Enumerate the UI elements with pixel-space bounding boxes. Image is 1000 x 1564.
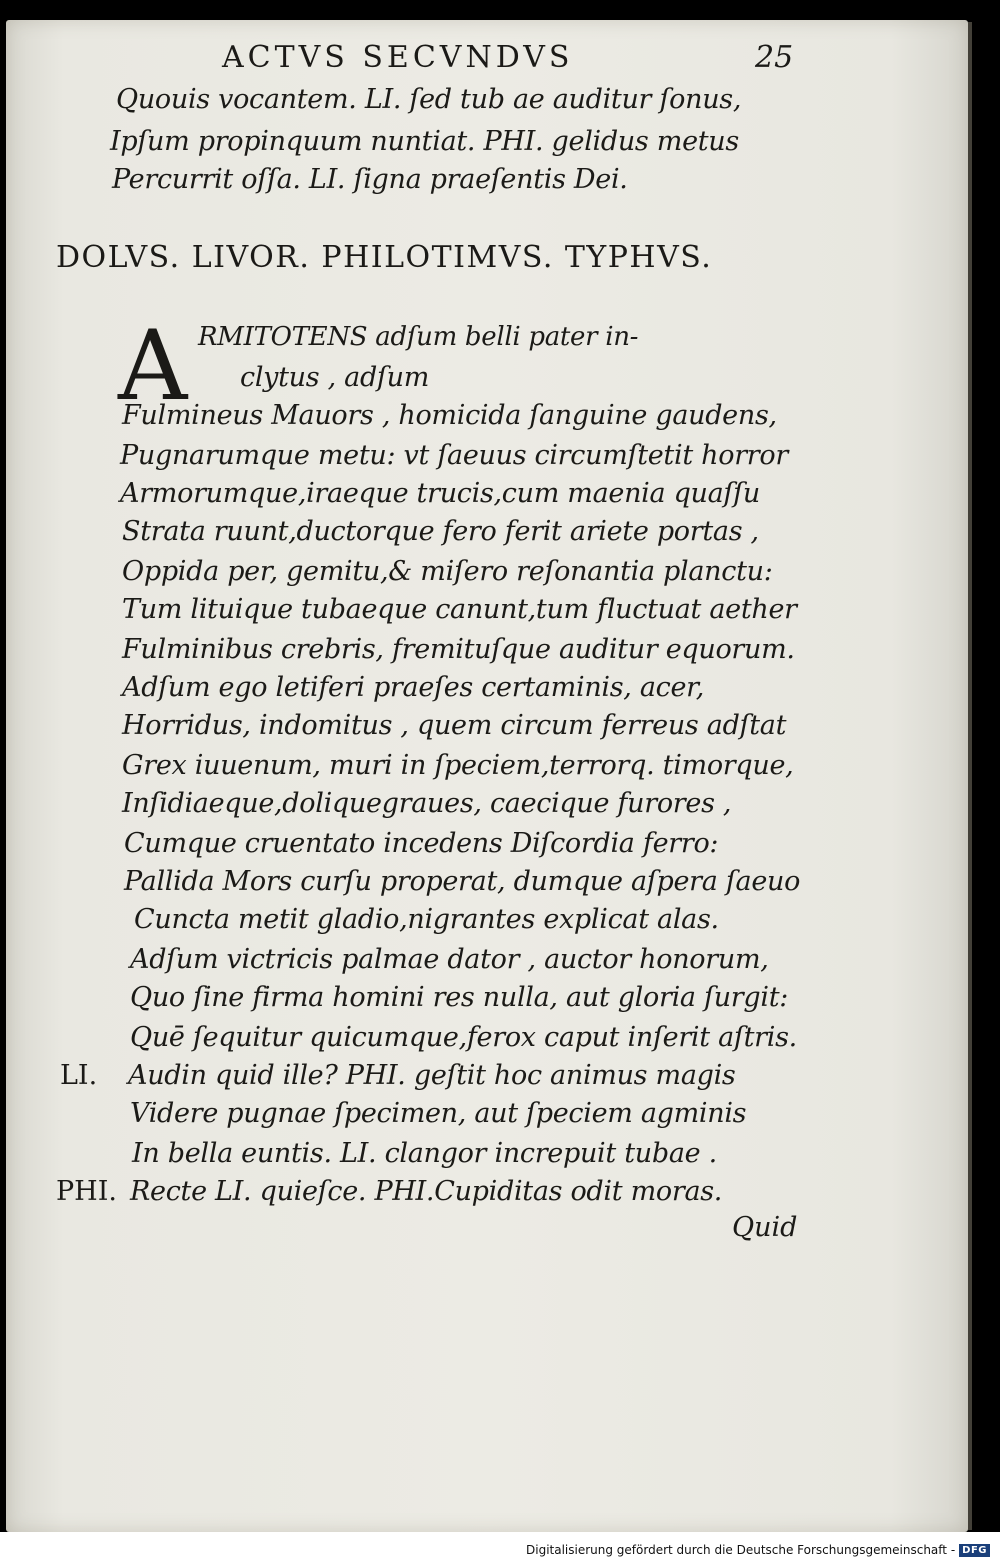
page-number: 25 [755,40,794,75]
verse-line: Horridus, indomitus , quem circum ferreus adſtat [122,710,787,741]
credit-text: Digitalisierung gefördert durch die Deutsche Forschungsgemeinschaft - [526,1543,956,1557]
verse-line: Cumque cruentato incedens Diſcordia ferro: [124,828,719,859]
running-title: ACTVS SECVNDVS [222,40,574,75]
verse-line: Fulmineus Mauors , homicida ſanguine gaudens, [122,400,777,431]
verse-line: Percurrit oſſa. LI. ſigna praeſentis Dei. [112,164,628,195]
verse-line: Pugnarumque metu: vt ſaeuus circumſtetit horror [120,440,788,471]
dialogue-line: Videre pugnae ſpecimen, aut ſpeciem agminis [130,1098,747,1129]
verse-line: Adſum ego letiferi praeſes certaminis, acer, [122,672,705,703]
verse-line: Cuncta metit gladio,nigrantes explicat alas. [134,904,719,935]
opening-line: clytus , adſum [240,362,430,393]
scene-heading: DOLVS. LIVOR. PHILOTIMVS. TYPHVS. [56,240,713,275]
verse-line: Fulminibus crebris, fremituſque auditur equorum. [122,634,795,665]
dfg-logo: DFG [959,1544,990,1557]
page-fore-edge [968,22,972,1530]
verse-line: Ipſum propinquum nuntiat. PHI. gelidus metus [110,126,739,157]
verse-line: Oppida per, gemitu,& miſero reſonantia planctu: [122,556,773,587]
verse-line: Quo ſine firma homini res nulla, aut gloria ſurgit: [130,982,789,1013]
catchword: Quid [732,1212,798,1243]
verse-line: Tum lituique tubaeque canunt,tum fluctuat aether [122,594,797,625]
verse-line: Inſidiaeque,doliquegraues, caecique furores , [122,788,732,819]
verse-line: Adſum victricis palmae dator , auctor honorum, [130,944,769,975]
verse-line: Armorumque,iraeque trucis,cum maenia quaſſu [120,478,760,509]
opening-line: RMITOTENS adſum belli pater in- [198,322,639,352]
dialogue-line: In bella euntis. LI. clangor increpuit tubae . [132,1138,717,1169]
verse-line: Strata ruunt,ductorque fero ferit ariete portas , [122,516,759,547]
dialogue-line: Recte LI. quieſce. PHI.Cupiditas odit moras. [130,1176,723,1207]
digitization-credit [526,1543,990,1557]
drop-cap: A [118,310,188,422]
verse-line: Quē ſequitur quicumque,ferox caput inſerit aſtris. [130,1022,797,1053]
verse-line: Pallida Mors curſu properat, dumque aſpera ſaeuo [124,866,801,897]
dialogue-line: Audin quid ille? PHI. geſtit hoc animus magis [128,1060,736,1091]
verse-line: Grex iuuenum, muri in ſpeciem,terrorq. timorque, [122,750,794,781]
verse-line: Quouis vocantem. LI. ſed tub ae auditur ſonus, [116,84,742,115]
speaker-label: LI. [60,1060,98,1091]
speaker-label: PHI. [56,1176,117,1207]
